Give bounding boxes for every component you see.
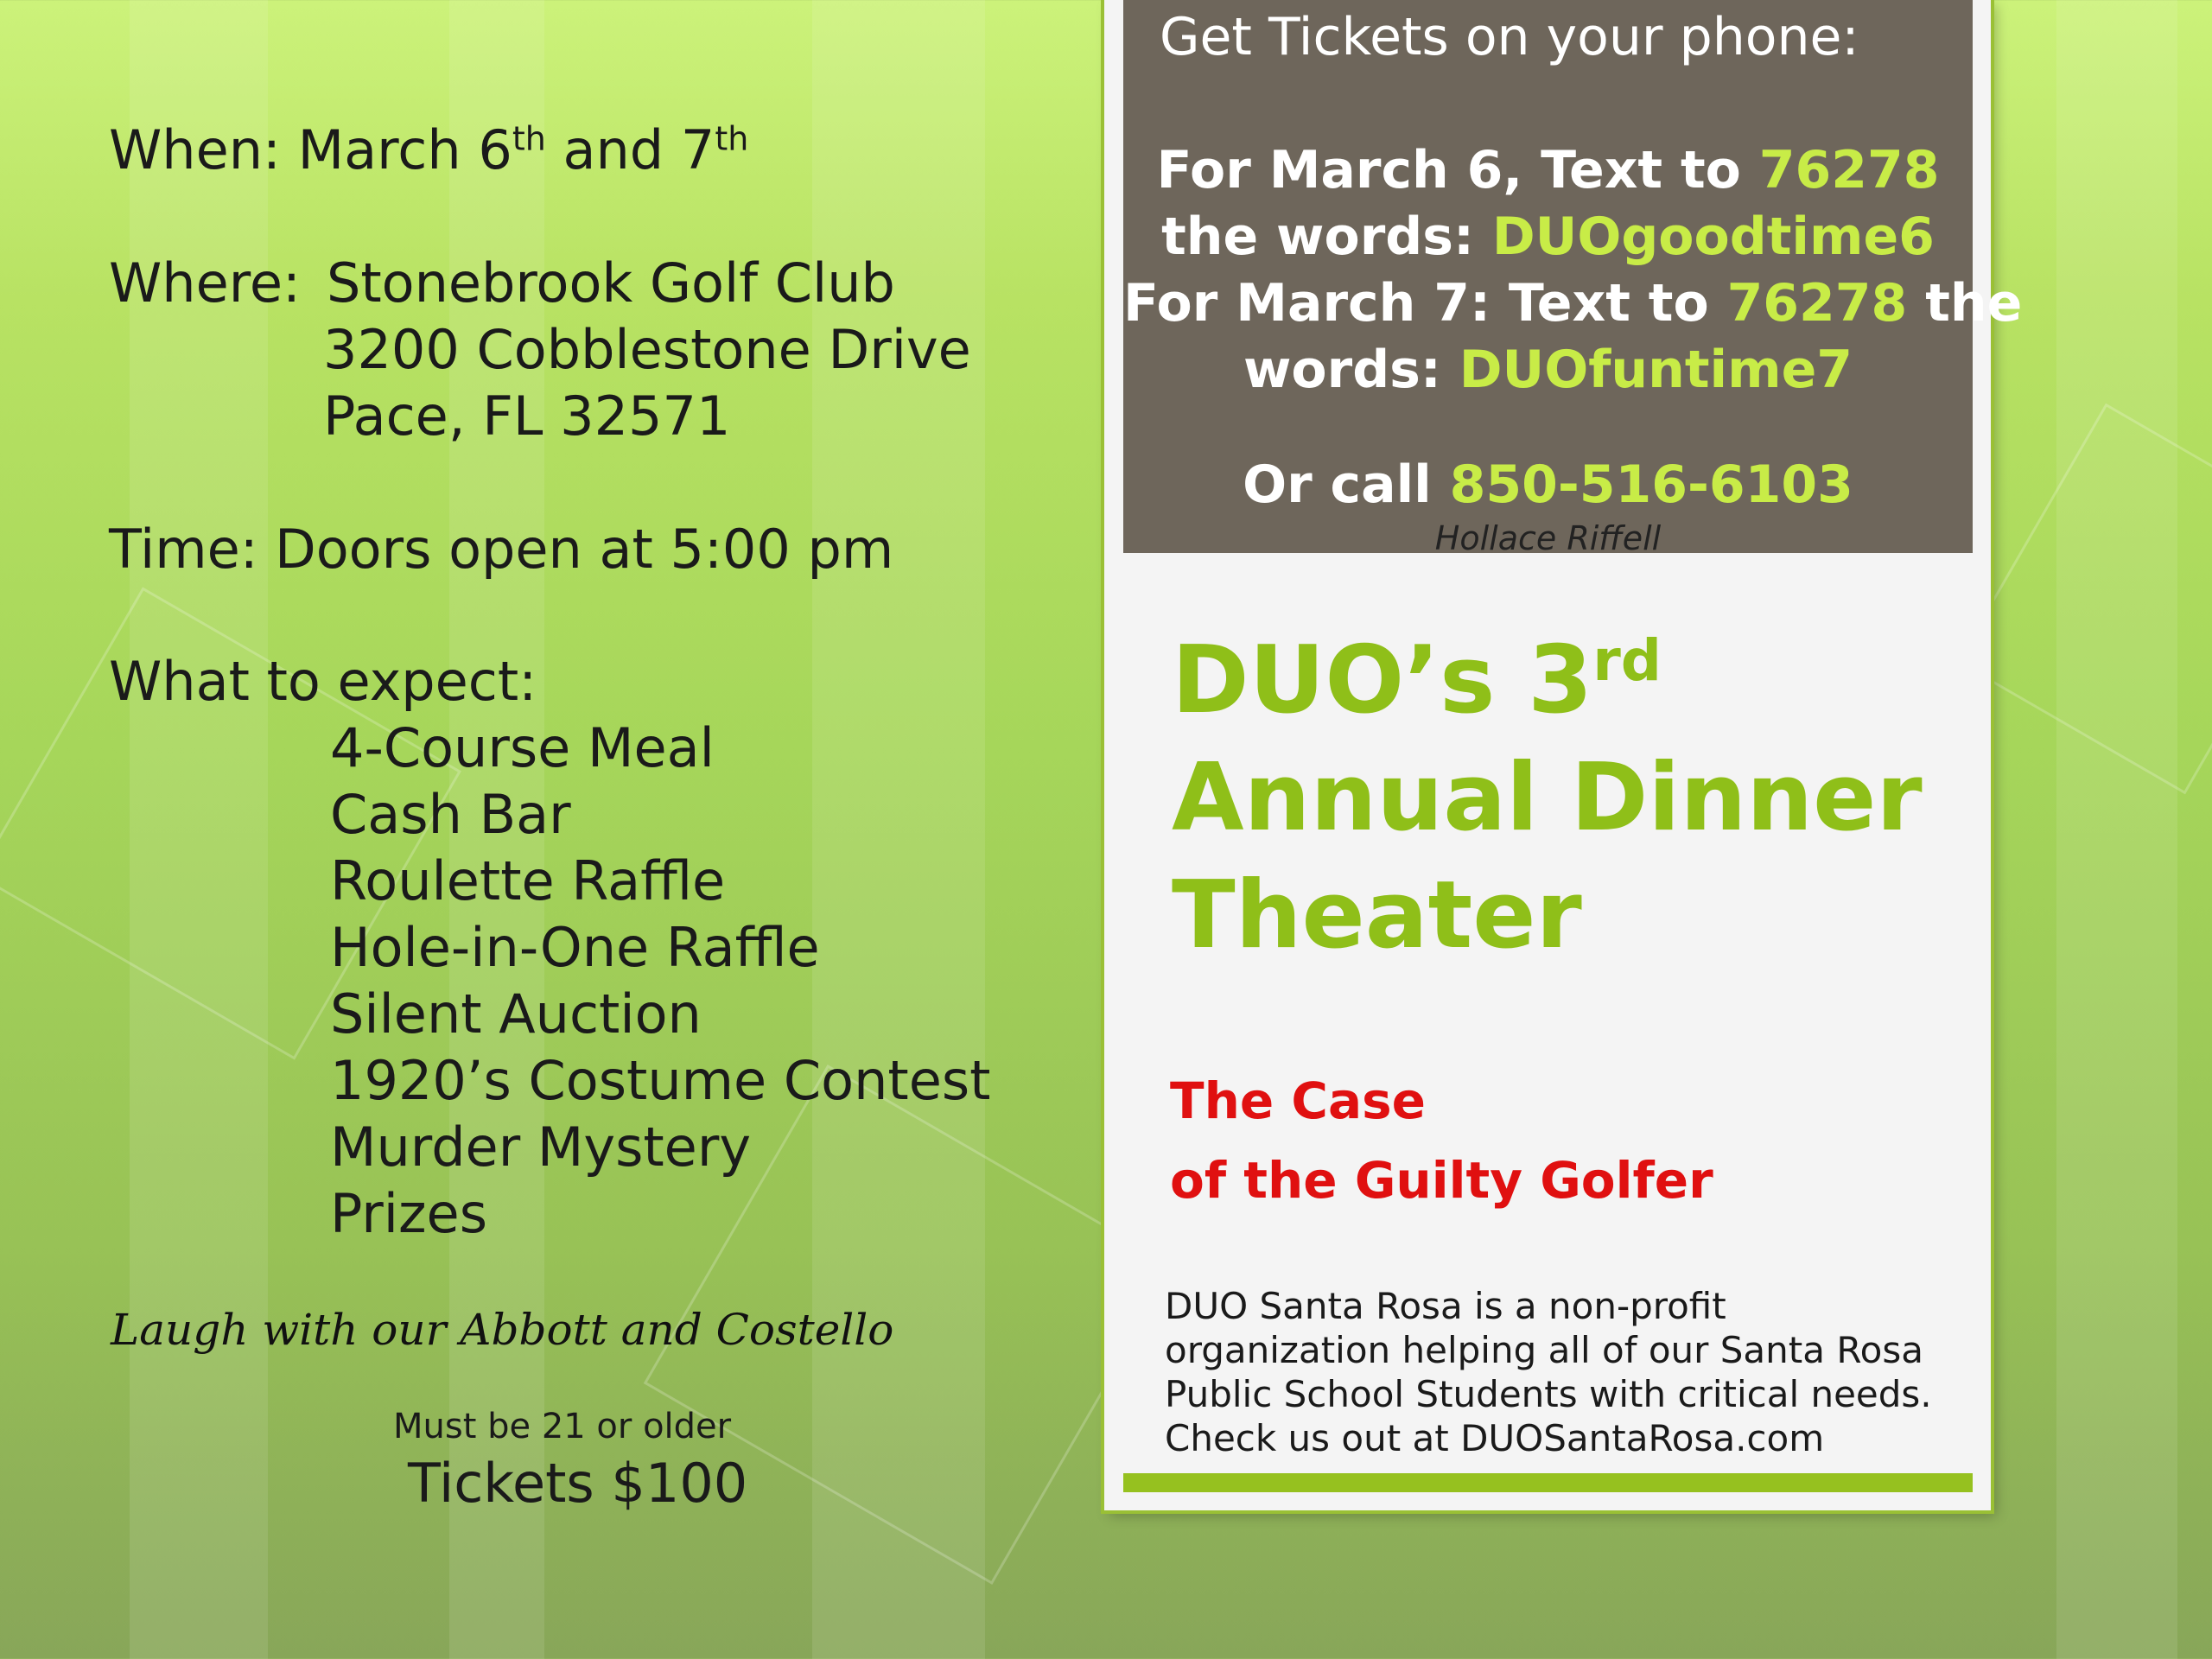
ticket-heading: Get Tickets on your phone: xyxy=(1160,7,1859,67)
shortcode: 76278 xyxy=(1726,273,1908,334)
ticket-line-call xyxy=(1123,454,1973,515)
when-label: When: xyxy=(109,118,281,181)
venue-street: 3200 Cobblestone Drive xyxy=(323,318,971,381)
ticket-text: words: xyxy=(1243,340,1459,400)
expect-item: Hole-in-One Raffle xyxy=(330,916,820,979)
time-label: Time: xyxy=(109,518,258,581)
ticket-price: Tickets $100 xyxy=(408,1452,748,1515)
expect-item: Roulette Raffle xyxy=(330,849,726,912)
background-stripe xyxy=(2056,0,2177,1659)
venue-name: Stonebrook Golf Club xyxy=(327,251,895,315)
play-title-line2: of the Guilty Golfer xyxy=(1170,1151,1713,1210)
title-text: DUO’s 3 xyxy=(1172,626,1593,734)
event-title-line2: Annual Dinner xyxy=(1172,744,1923,852)
when-suffix-1: th xyxy=(512,119,546,158)
when-line xyxy=(109,117,748,183)
about-line: Public School Students with critical needs. xyxy=(1165,1373,1932,1415)
ticket-text: the xyxy=(1907,273,2023,334)
ticket-text: For March 6, Text to xyxy=(1156,140,1759,200)
shortcode: 76278 xyxy=(1758,140,1940,200)
event-title-line1 xyxy=(1172,622,1662,740)
expect-item: Cash Bar xyxy=(330,783,571,846)
photo-credit: Hollace Riffell xyxy=(1434,519,1662,557)
tagline: Laugh with our Abbott and Costello xyxy=(111,1305,894,1355)
expect-item: Prizes xyxy=(330,1182,488,1245)
ticket-line-march7 xyxy=(1123,273,2023,334)
when-date-1: March 6 xyxy=(297,118,512,181)
ticket-text: Or call xyxy=(1243,454,1450,515)
time-value: Doors open at 5:00 pm xyxy=(275,518,894,581)
ticket-line-code7 xyxy=(1123,340,1973,400)
keyword: DUOfuntime7 xyxy=(1459,340,1853,400)
phone-number: 850-516-6103 xyxy=(1449,454,1853,515)
background-hexagon xyxy=(1956,404,2212,795)
about-line: organization helping all of our Santa Rosa xyxy=(1165,1329,1923,1371)
about-line: DUO Santa Rosa is a non-profit xyxy=(1165,1285,1726,1327)
ticket-line-march6 xyxy=(1123,140,1973,200)
expect-item: 4-Course Meal xyxy=(330,716,715,779)
when-date-2: and 7 xyxy=(545,118,715,181)
expect-item: Silent Auction xyxy=(330,982,702,1046)
expect-item: Murder Mystery xyxy=(330,1116,752,1179)
ticket-text: the words: xyxy=(1161,207,1492,267)
when-suffix-2: th xyxy=(715,119,749,158)
age-note: Must be 21 or older xyxy=(393,1407,732,1446)
ticket-line-code6 xyxy=(1123,207,1973,267)
title-ordinal: rd xyxy=(1592,627,1662,694)
where-label: Where: xyxy=(109,251,301,315)
venue-city: Pace, FL 32571 xyxy=(323,385,731,448)
expect-item: 1920’s Costume Contest xyxy=(330,1049,991,1112)
event-title-line3: Theater xyxy=(1172,861,1582,969)
play-title-line1: The Case xyxy=(1170,1071,1426,1130)
about-line: Check us out at DUOSantaRosa.com xyxy=(1165,1417,1825,1459)
keyword: DUOgoodtime6 xyxy=(1491,207,1935,267)
panel-accent-bar xyxy=(1123,1473,1973,1492)
ticket-text: For March 7: Text to xyxy=(1123,273,1727,334)
expect-label: What to expect: xyxy=(109,650,537,713)
